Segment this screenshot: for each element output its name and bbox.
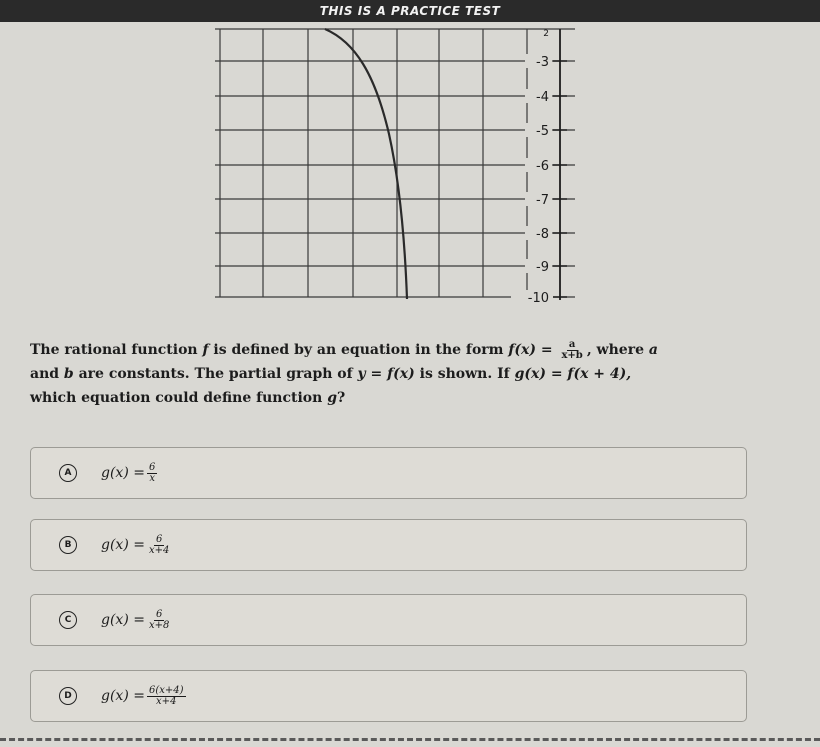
y-tick-label-top-partial: 2: [543, 29, 549, 39]
choice-letter-c: C: [59, 611, 77, 629]
answer-choice-a[interactable]: [30, 447, 747, 499]
bottom-divider: [0, 738, 820, 745]
answer-choice-c[interactable]: [30, 594, 747, 646]
y-tick-label: -10: [527, 291, 549, 304]
y-tick-label: -3: [536, 55, 549, 70]
question-text: The rational function f is defined by an equation in the form f(x) = $\frac{a}{x+b}$ , where a and b are constants. The partial graph of y = f(x) is shown. If g(x) = f(x + 4), which equation could define function g?: [30, 338, 658, 406]
answer-choice-d[interactable]: [30, 670, 747, 722]
choice-equation: g(x) = $\frac{6}{x+8}$: [101, 608, 170, 631]
y-tick-label: -8: [536, 227, 549, 242]
y-tick-label: -7: [536, 193, 549, 208]
y-tick-label: -6: [536, 159, 549, 174]
partial-graph: [215, 24, 595, 304]
banner-text: THIS IS A PRACTICE TEST: [319, 4, 501, 18]
choice-letter-d: D: [59, 687, 77, 705]
choice-letter-a: A: [59, 464, 77, 482]
grid-vertical: [220, 29, 527, 297]
answer-choice-b[interactable]: [30, 519, 747, 571]
practice-test-banner: [0, 0, 820, 22]
form-fraction: $\frac{a}{x+b}$: [561, 338, 583, 361]
choice-equation: g(x) = $\frac{6}{x}$: [101, 461, 156, 484]
y-tick-label: -4: [536, 90, 549, 105]
y-tick-label: -5: [536, 124, 549, 139]
y-tick-label: -9: [536, 260, 549, 275]
choice-equation: g(x) = $\frac{6(x+4)}{x+4}$: [101, 684, 184, 707]
choice-letter-b: B: [59, 536, 77, 554]
choice-equation: g(x) = $\frac{6}{x+4}$: [101, 533, 170, 556]
function-curve: [325, 29, 407, 299]
